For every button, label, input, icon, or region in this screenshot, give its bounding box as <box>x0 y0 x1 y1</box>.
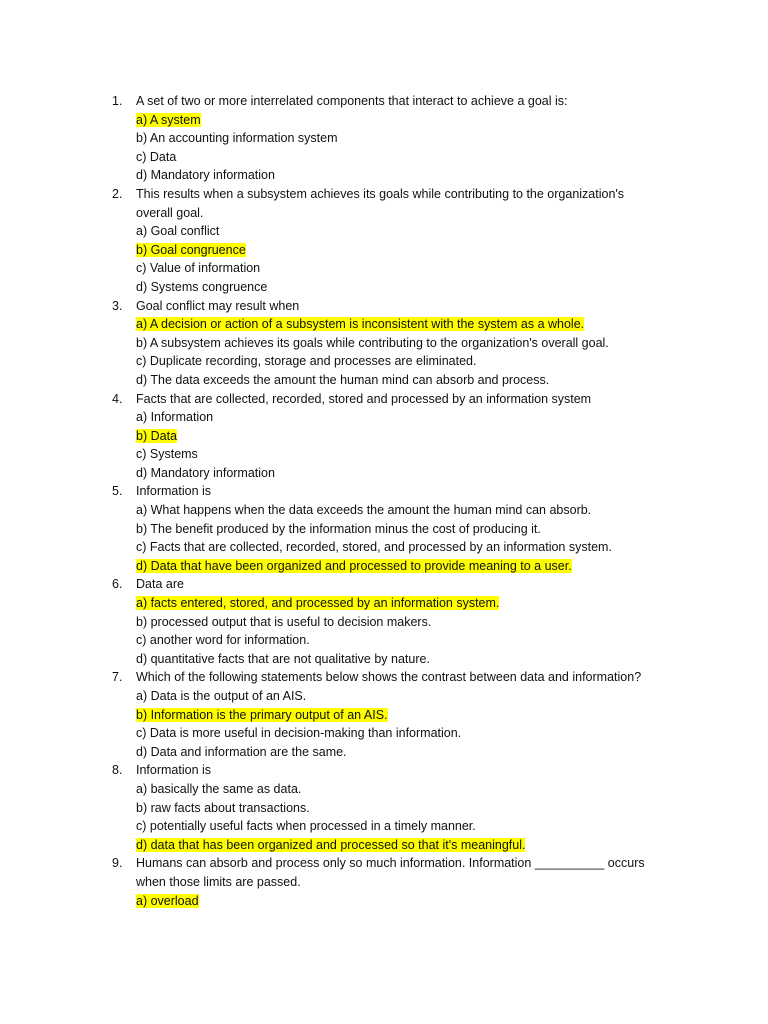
option-text: a) What happens when the data exceeds the amount the human mind can absorb. <box>136 503 592 518</box>
question-number: 4. <box>112 391 123 406</box>
question-9 <box>112 854 652 910</box>
option-text: c) Systems <box>136 447 198 462</box>
answer-option <box>136 520 652 539</box>
option-text: d) Data that have been organized and processed to provide meaning to a user. <box>136 558 572 573</box>
question-6 <box>112 575 652 668</box>
answer-option <box>136 129 652 148</box>
question-4 <box>112 390 652 483</box>
question-1 <box>112 92 652 185</box>
answer-option <box>136 259 652 278</box>
option-text: a) Information <box>136 410 214 425</box>
option-text: d) Mandatory information <box>136 168 275 183</box>
option-text: d) The data exceeds the amount the human mind can absorb and process. <box>136 372 550 387</box>
option-text: a) overload <box>136 893 199 908</box>
answer-option <box>136 148 652 167</box>
option-text: b) An accounting information system <box>136 131 338 146</box>
question-text: Humans can absorb and process only so much information. Information __________ occurs when those limits are passed. <box>136 856 645 889</box>
question-8 <box>112 761 652 854</box>
option-text: d) Mandatory information <box>136 465 275 480</box>
option-text: c) Duplicate recording, storage and processes are eliminated. <box>136 354 477 369</box>
answer-option <box>136 780 652 799</box>
answer-option <box>136 613 652 632</box>
answer-option <box>136 501 652 520</box>
question-number: 3. <box>112 298 123 313</box>
option-text: a) A system <box>136 112 201 127</box>
answer-option <box>136 799 652 818</box>
answer-option <box>136 371 652 390</box>
option-text: b) A subsystem achieves its goals while contributing to the organization's overall goal. <box>136 335 609 350</box>
answer-option <box>136 743 652 762</box>
answer-option-highlighted <box>136 241 652 260</box>
option-text: c) Facts that are collected, recorded, stored, and processed by an information system. <box>136 540 612 555</box>
option-text: b) processed output that is useful to decision makers. <box>136 614 432 629</box>
answer-option-highlighted <box>136 427 652 446</box>
option-text: c) another word for information. <box>136 633 310 648</box>
question-number: 2. <box>112 186 123 201</box>
question-2 <box>112 185 652 297</box>
question-number: 1. <box>112 94 123 108</box>
question-number: 6. <box>112 577 123 592</box>
answer-option-highlighted <box>136 706 652 725</box>
answer-option-highlighted <box>136 315 652 334</box>
option-text: b) Data <box>136 428 177 443</box>
option-text: d) quantitative facts that are not qualitative by nature. <box>136 651 430 666</box>
option-text: a) A decision or action of a subsystem is inconsistent with the system as a whole. <box>136 317 585 332</box>
answer-option-highlighted <box>136 836 652 855</box>
question-number: 8. <box>112 763 123 778</box>
question-text: Information is <box>136 484 212 499</box>
answer-option <box>136 464 652 483</box>
question-3 <box>112 297 652 390</box>
question-number: 5. <box>112 484 123 499</box>
answer-option-highlighted <box>136 111 652 130</box>
question-text: Data are <box>136 577 184 592</box>
option-text: d) Systems congruence <box>136 279 268 294</box>
option-text: d) Data and information are the same. <box>136 744 347 759</box>
question-number: 7. <box>112 670 123 685</box>
answer-option <box>136 724 652 743</box>
question-7 <box>112 668 652 761</box>
option-text: b) Information is the primary output of an AIS. <box>136 707 388 722</box>
option-text: c) potentially useful facts when processed in a timely manner. <box>136 819 476 834</box>
answer-option-highlighted <box>136 594 652 613</box>
question-text: A set of two or more interrelated components that interact to achieve a goal is: <box>136 94 568 108</box>
option-text: a) facts entered, stored, and processed by an information system. <box>136 596 500 611</box>
option-text: a) Goal conflict <box>136 224 220 239</box>
question-5 <box>112 482 652 575</box>
answer-option <box>136 445 652 464</box>
answer-option <box>136 650 652 669</box>
option-text: c) Data is more useful in decision-making than information. <box>136 726 462 741</box>
answer-option <box>136 687 652 706</box>
question-text: This results when a subsystem achieves its goals while contributing to the organization's overall goal. <box>136 186 625 220</box>
option-text: a) basically the same as data. <box>136 781 302 796</box>
answer-option <box>136 408 652 427</box>
option-text: c) Value of information <box>136 261 261 276</box>
answer-option-highlighted <box>136 557 652 576</box>
question-text: Facts that are collected, recorded, stored and processed by an information system <box>136 391 592 406</box>
answer-option <box>136 352 652 371</box>
answer-option <box>136 222 652 241</box>
option-text: a) Data is the output of an AIS. <box>136 689 307 703</box>
answer-option <box>136 631 652 650</box>
question-text: Information is <box>136 763 212 778</box>
answer-option <box>136 334 652 353</box>
question-text: Which of the following statements below shows the contrast between data and information? <box>136 670 642 685</box>
question-list <box>112 92 652 910</box>
option-text: d) data that has been organized and processed so that it's meaningful. <box>136 837 526 852</box>
answer-option <box>136 817 652 836</box>
answer-option <box>136 166 652 185</box>
question-number: 9. <box>112 856 123 871</box>
option-text: b) Goal congruence <box>136 242 246 257</box>
option-text: b) raw facts about transactions. <box>136 800 310 815</box>
option-text: c) Data <box>136 149 177 164</box>
option-text: b) The benefit produced by the information minus the cost of producing it. <box>136 521 541 536</box>
answer-option <box>136 538 652 557</box>
answer-option <box>136 278 652 297</box>
answer-option-highlighted <box>136 892 652 911</box>
question-text: Goal conflict may result when <box>136 298 300 313</box>
